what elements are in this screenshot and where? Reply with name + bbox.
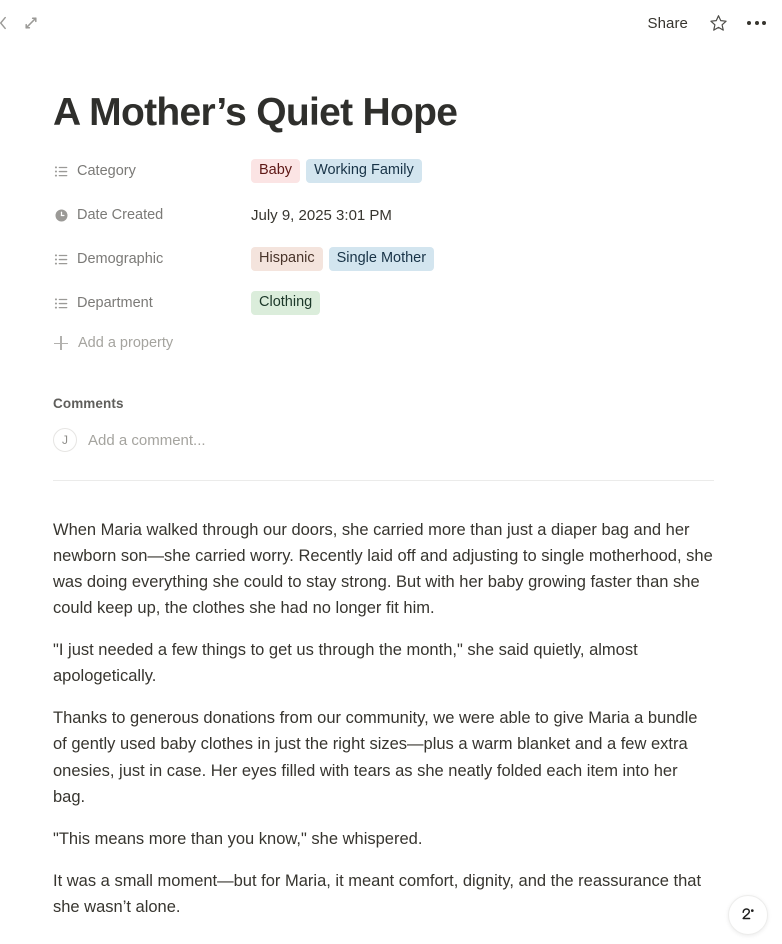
top-bar-right-group bbox=[643, 11, 768, 36]
properties-panel bbox=[53, 154, 714, 356]
expand-diagonal-icon[interactable] bbox=[20, 12, 42, 34]
property-value-date-created[interactable]: July 9, 2025 3:01 PM bbox=[251, 206, 392, 224]
plus-icon bbox=[53, 335, 69, 351]
chevron-left-icon[interactable] bbox=[0, 15, 10, 31]
property-label-category[interactable] bbox=[53, 160, 247, 182]
dot bbox=[755, 21, 759, 25]
tag-chip: Single Mother bbox=[329, 247, 434, 271]
tag-chip: Baby bbox=[251, 159, 300, 183]
property-name: Category bbox=[77, 163, 136, 180]
content-column bbox=[53, 90, 714, 920]
paragraph[interactable]: "I just needed a few things to get us through the month," she said quietly, almost apologetically. bbox=[53, 641, 638, 686]
property-value-department[interactable] bbox=[247, 289, 714, 317]
more-horizontal-icon[interactable] bbox=[745, 15, 768, 31]
comments-heading: Comments bbox=[53, 396, 124, 412]
paragraph[interactable]: It was a small moment—but for Maria, it meant comfort, dignity, and the reassurance that she wasn’t alone. bbox=[53, 871, 702, 916]
section-divider bbox=[53, 480, 714, 481]
article-body bbox=[53, 517, 714, 920]
tag-chip: Clothing bbox=[251, 291, 320, 315]
dot bbox=[762, 21, 766, 25]
top-bar bbox=[0, 0, 782, 46]
property-name: Demographic bbox=[77, 251, 164, 268]
property-row-department bbox=[53, 286, 714, 320]
property-name: Department bbox=[77, 295, 153, 312]
property-value-category[interactable] bbox=[247, 157, 714, 185]
property-row-category bbox=[53, 154, 714, 188]
paragraph[interactable]: When Maria walked through our doors, she carried more than just a diaper bag and her newborn son—she carried worry. Recently laid off and adjusting to single motherhood, she was doing everything she could to stay strong. But with her baby growing faster than she could keep up, the clothes she had no longer fit him. bbox=[53, 521, 713, 618]
add-property-button[interactable] bbox=[53, 330, 179, 356]
property-label-department[interactable] bbox=[53, 292, 247, 314]
share-button[interactable]: Share bbox=[647, 14, 688, 32]
top-bar-left-group bbox=[4, 12, 42, 34]
multi-select-list-icon bbox=[53, 295, 69, 311]
star-outline-icon[interactable] bbox=[706, 11, 731, 36]
add-property-label: Add a property bbox=[78, 335, 174, 352]
property-row-demographic bbox=[53, 242, 714, 276]
clock-icon bbox=[53, 207, 69, 223]
page-body bbox=[0, 90, 782, 920]
property-label-demographic[interactable] bbox=[53, 248, 247, 270]
property-label-date-created[interactable] bbox=[53, 204, 247, 226]
property-row-date-created bbox=[53, 198, 714, 232]
multi-select-list-icon bbox=[53, 251, 69, 267]
property-value-demographic[interactable] bbox=[247, 245, 714, 273]
comment-compose-row[interactable] bbox=[53, 425, 714, 455]
property-name: Date Created bbox=[77, 207, 164, 224]
multi-select-list-icon bbox=[53, 163, 69, 179]
tag-chip: Working Family bbox=[306, 159, 422, 183]
avatar: J bbox=[53, 428, 77, 452]
paragraph[interactable]: "This means more than you know," she whispered. bbox=[53, 829, 423, 848]
add-comment-input[interactable]: Add a comment... bbox=[88, 431, 206, 449]
paragraph[interactable]: Thanks to generous donations from our community, we were able to give Maria a bundle of gently used baby clothes in just the right sizes—plus a warm blanket and a few extra onesies, just in case. Her eyes filled with tears as she neatly folded each item into her bag. bbox=[53, 709, 698, 806]
comments-section bbox=[53, 396, 714, 455]
page-title[interactable]: A Mother’s Quiet Hope bbox=[53, 91, 458, 134]
ai-assistant-icon[interactable] bbox=[728, 895, 768, 935]
dot bbox=[747, 21, 751, 25]
tag-chip: Hispanic bbox=[251, 247, 323, 271]
